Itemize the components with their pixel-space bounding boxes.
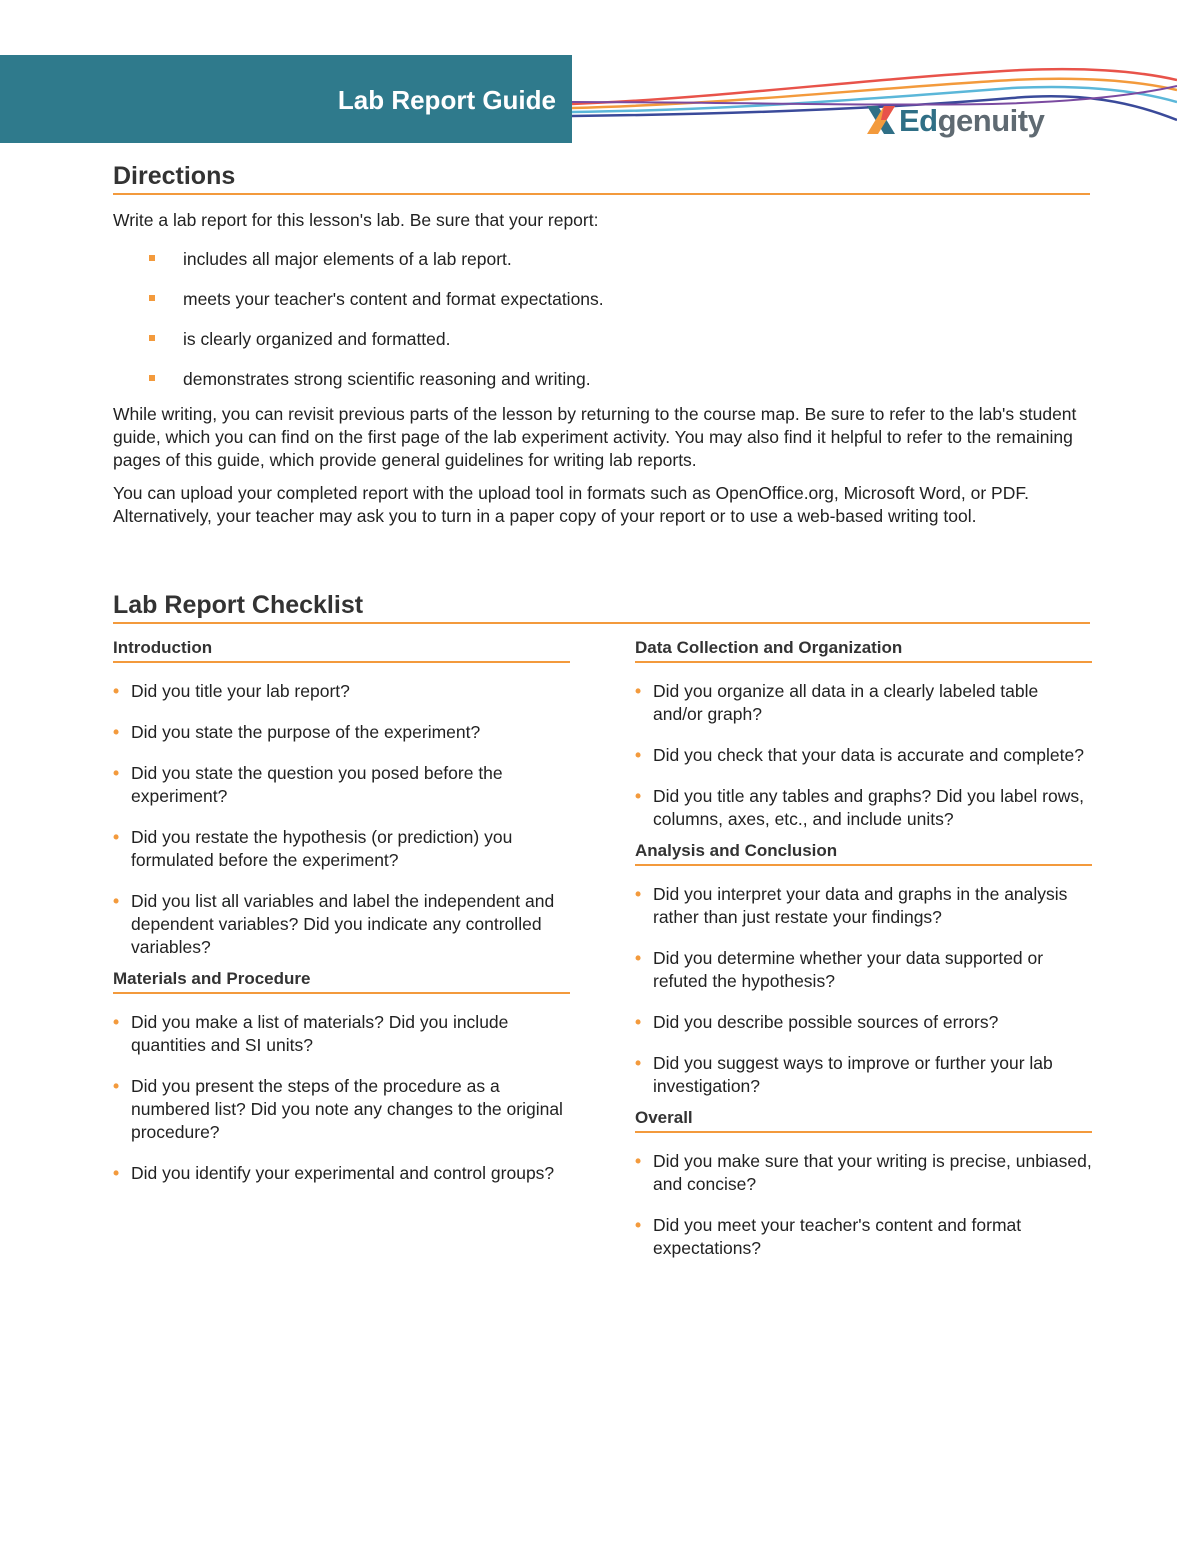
directions-intro: Write a lab report for this lesson's lab. Be sure that your report: [113, 210, 599, 230]
check-list [113, 1011, 570, 1185]
check-list [635, 883, 1092, 1098]
group-title: Data Collection and Organization [635, 638, 1092, 663]
bullet-icon: • [635, 1012, 642, 1032]
checklist-group-analysis [635, 841, 1092, 1098]
list-item: • Did you state the question you posed before the experiment? [113, 763, 503, 806]
checklist-right-column [635, 638, 1092, 1260]
check-list [635, 1150, 1092, 1260]
directions-heading: Directions [113, 162, 1090, 195]
page-title: Lab Report Guide [337, 85, 556, 115]
list-item: • Did you determine whether your data supported or refuted the hypothesis? [635, 948, 1044, 991]
list-item: • Did you make sure that your writing is precise, unbiased, and concise? [635, 1151, 1092, 1194]
list-item: • Did you title your lab report? [113, 681, 350, 701]
bullet-icon: • [113, 827, 120, 847]
list-item: • Did you suggest ways to improve or further your lab investigation? [635, 1053, 1053, 1096]
check-list [113, 680, 570, 959]
directions-paragraph-2: You can upload your completed report with the upload tool in formats such as OpenOffice.org, Microsoft Word, or PDF. Alternatively, your teacher may ask you to turn in a paper copy of your report or to use a web-based writing tool. [113, 483, 1029, 526]
list-item: is clearly organized and formatted. [113, 326, 1013, 366]
list-item: • Did you check that your data is accurate and complete? [635, 745, 1084, 765]
square-bullet-icon [149, 255, 155, 261]
list-item: includes all major elements of a lab report. [113, 246, 1013, 286]
bullet-icon: • [635, 1053, 642, 1073]
bullet-icon: • [635, 786, 642, 806]
square-bullet-icon [149, 375, 155, 381]
bullet-icon: • [113, 1163, 120, 1183]
directions-paragraph-1: While writing, you can revisit previous parts of the lesson by returning to the course map. Be sure to refer to the lab's student guide, which you can find on the first page of the lab experiment activity. You may also find it helpful to refer to the remaining pages of this guide, which provide general guidelines for writing lab reports. [113, 404, 1077, 470]
list-item: • Did you identify your experimental and control groups? [113, 1163, 555, 1183]
bullet-icon: • [113, 1076, 120, 1096]
directions-bullet-list [113, 246, 1013, 406]
list-item: • Did you describe possible sources of errors? [635, 1012, 999, 1032]
group-title: Materials and Procedure [113, 969, 570, 994]
list-item: • Did you interpret your data and graphs in the analysis rather than just restate your findings? [635, 884, 1068, 927]
bullet-icon: • [635, 1215, 642, 1235]
list-item: • Did you state the purpose of the experiment? [113, 722, 481, 742]
list-item: • Did you restate the hypothesis (or prediction) you formulated before the experiment? [113, 827, 513, 870]
list-item: meets your teacher's content and format expectations. [113, 286, 1013, 326]
list-item: • Did you present the steps of the procedure as a numbered list? Did you note any changes to the original procedure? [113, 1076, 563, 1142]
bullet-icon: • [113, 763, 120, 783]
list-item: • Did you list all variables and label the independent and dependent variables? Did you indicate any controlled variables? [113, 891, 555, 957]
list-item: • Did you meet your teacher's content and format expectations? [635, 1215, 1022, 1258]
group-title: Analysis and Conclusion [635, 841, 1092, 866]
bullet-icon: • [113, 891, 120, 911]
checklist-group-introduction [113, 638, 570, 959]
edgenuity-logo [864, 100, 1044, 140]
checklist-left-column [113, 638, 570, 1185]
checklist-group-data [635, 638, 1092, 831]
check-list [635, 680, 1092, 831]
edgenuity-x-icon [864, 102, 898, 138]
list-item: • Did you title any tables and graphs? Did you label rows, columns, axes, etc., and include units? [635, 786, 1084, 829]
bullet-icon: • [113, 722, 120, 742]
header-banner [0, 55, 572, 143]
bullet-icon: • [635, 681, 642, 701]
bullet-icon: • [635, 948, 642, 968]
checklist-group-materials [113, 969, 570, 1185]
checklist-group-overall [635, 1108, 1092, 1260]
checklist-heading: Lab Report Checklist [113, 591, 1090, 624]
bullet-icon: • [113, 1012, 120, 1032]
square-bullet-icon [149, 295, 155, 301]
bullet-icon: • [113, 681, 120, 701]
bullet-icon: • [635, 884, 642, 904]
bullet-icon: • [635, 1151, 642, 1171]
list-item: • Did you organize all data in a clearly labeled table and/or graph? [635, 681, 1039, 724]
list-item: • Did you make a list of materials? Did you include quantities and SI units? [113, 1012, 509, 1055]
list-item: demonstrates strong scientific reasoning and writing. [113, 366, 1013, 406]
group-title: Overall [635, 1108, 1092, 1133]
square-bullet-icon [149, 335, 155, 341]
bullet-icon: • [635, 745, 642, 765]
group-title: Introduction [113, 638, 570, 663]
logo-wordmark: Edgenuity [899, 102, 1045, 138]
